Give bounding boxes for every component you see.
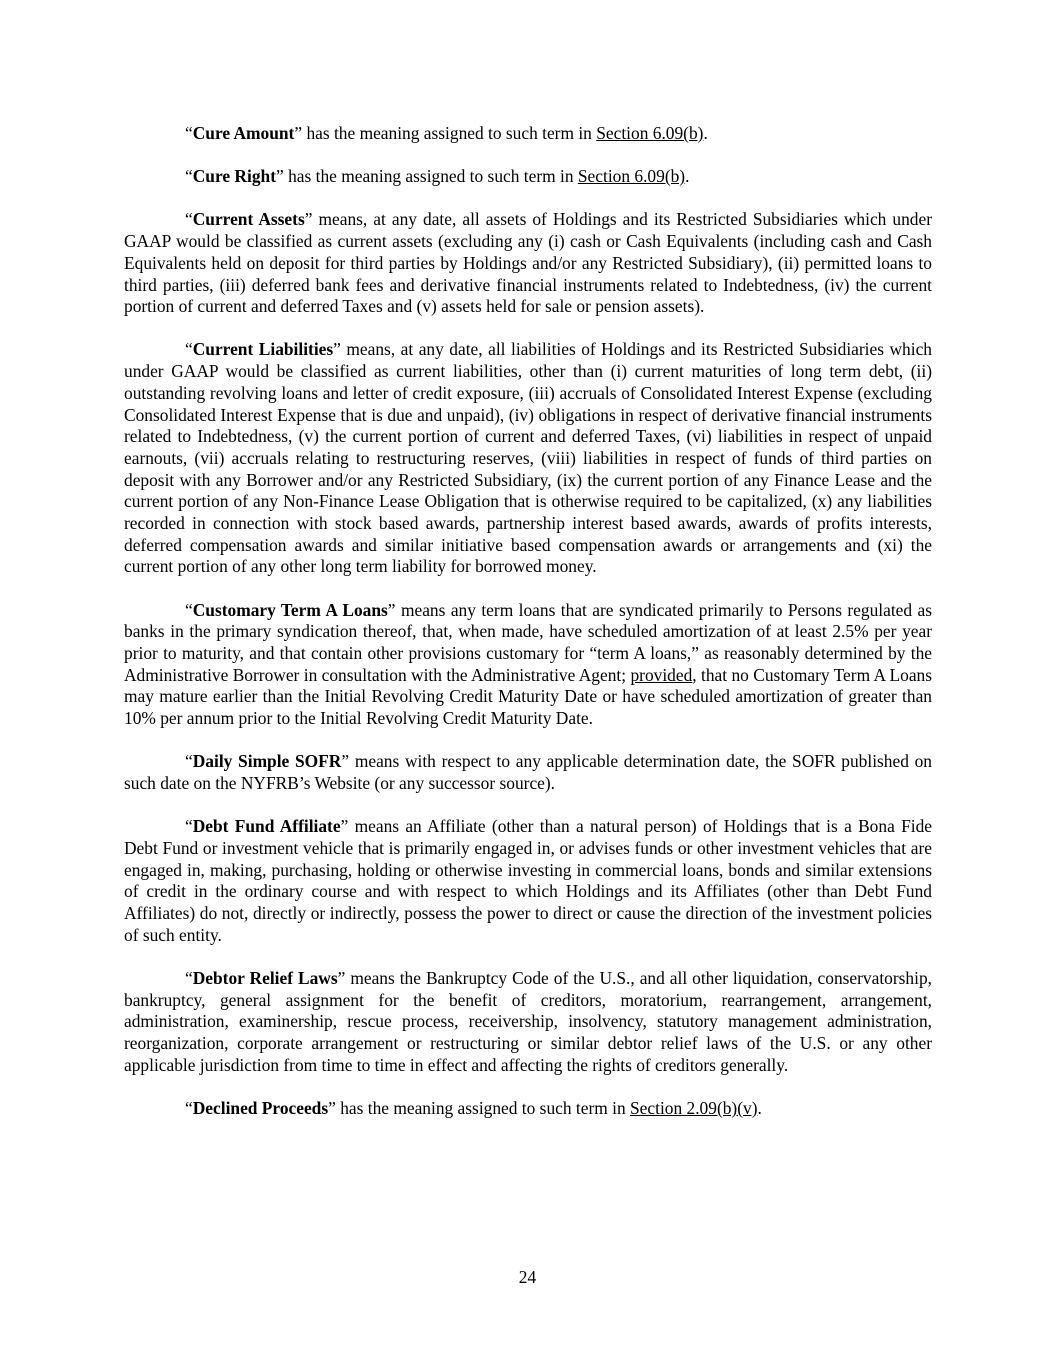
definition-cure-right: “Cure Right” has the meaning assigned to such term in Section 6.09(b). bbox=[185, 166, 690, 187]
defined-term: Cure Amount bbox=[192, 123, 295, 143]
definition-current-assets: “Current Assets” means, at any date, all assets of Holdings and its Restricted Subsidiaries which under GAAP would be classified as current assets (excluding any (i) cash or Cash Equivalents (including cash and Cash Equivalents held on deposit for third parties by Holdings and/or any Restricted Subsidiary), (ii) permitted loans to third parties, (iii) deferred bank fees and derivative financial instruments related to Indebtedness, (iv) the current portion of current and deferred Taxes and (v) assets held for sale or pension assets). bbox=[124, 209, 932, 317]
section-reference: Section 6.09(b) bbox=[596, 123, 704, 143]
defined-term: Customary Term A Loans bbox=[192, 599, 388, 620]
defined-term: Debt Fund Affiliate bbox=[192, 816, 341, 837]
section-reference: Section 2.09(b)(v) bbox=[630, 1098, 758, 1119]
definition-cure-amount: “Cure Amount” has the meaning assigned to such term in Section 6.09(b). bbox=[185, 123, 708, 143]
definition-current-liabilities: “Current Liabilities” means, at any date, all liabilities of Holdings and its Restricted Subsidiaries which under GAAP would be classified as current liabilities, other than (i) current maturities of long term debt, (ii) outstanding revolving loans and letter of credit exposure, (iii) accruals of Consolidated Interest Expense (excluding Consolidated Interest Expense that is due and unpaid), (iv) obligations in respect of derivative financial instruments related to Indebtedness, (v) the current portion of current and deferred Taxes, (vi) liabilities in respect of unpaid earnouts, (vii) accruals relating to restructuring reserves, (viii) liabilities in respect of funds of third parties on deposit with any Borrower and/or any Restricted Subsidiary, (ix) the current portion of any Finance Lease and the current portion of any Non-Finance Lease Obligation that is otherwise required to be capitalized, (x) any liabilities recorded in connection with stock based awards, partnership interest based awards, awards of profits interests, deferred compensation awards and similar initiative based compensation awards or arrangements and (xi) the current portion of any other long term liability for borrowed money. bbox=[124, 339, 932, 577]
definition-text: means the Bankruptcy Code of the U.S., and all other liquidation, conservatorship, bankruptcy, general assignment for the benefit of creditors, moratorium, rearrangement, arrangement, administration, examinership, rescue process, receivership, insolvency, statutory management administration, reorganization, corporate arrangement or restructuring or similar debtor relief laws of the U.S. or any other applicable jurisdiction from time to time in effect and affecting the rights of creditors generally. bbox=[124, 968, 932, 1075]
defined-term: Daily Simple SOFR bbox=[192, 751, 342, 772]
defined-term: Cure Right bbox=[192, 166, 276, 187]
definition-declined-proceeds: “Declined Proceeds” has the meaning assigned to such term in Section 2.09(b)(v). bbox=[185, 1098, 762, 1119]
defined-term: Current Assets bbox=[192, 209, 305, 230]
definition-text: means, at any date, all liabilities of Holdings and its Restricted Subsidiaries which under GAAP would be classified as current liabilities, other than (i) current maturities of long term debt, (ii) outstanding revolving loans and letter of credit exposure, (iii) accruals of Consolidated Interest Expense (excluding Consolidated Interest Expense that is due and unpaid), (iv) obligations in respect of derivative financial instruments related to Indebtedness, (v) the current portion of current and deferred Taxes, (vi) liabilities in respect of unpaid earnouts, (vii) accruals relating to restructuring reserves, (viii) liabilities in respect of funds of third parties on deposit with any Borrower and/or any Restricted Subsidiary, (ix) the current portion of any Finance Lease and the current portion of any Non-Finance Lease Obligation that is otherwise required to be capitalized, (x) any liabilities recorded in connection with stock based awards, partnership interest based awards, awards of profits interests, deferred compensation awards and similar initiative based compensation awards or arrangements and (xi) the current portion of any other long term liability for borrowed money. bbox=[124, 339, 932, 577]
definition-text: means with respect to any applicable determination date, the SOFR published on such date on the NYFRB’s Website (or any successor source). bbox=[124, 751, 933, 794]
definition-debtor-relief-laws: “Debtor Relief Laws” means the Bankruptcy Code of the U.S., and all other liquidation, conservatorship, bankruptcy, general assignment for the benefit of creditors, moratorium, rearrangement, arrangement, administration, examinership, rescue process, receivership, insolvency, statutory management administration, reorganization, corporate arrangement or restructuring or similar debtor relief laws of the U.S. or any other applicable jurisdiction from time to time in effect and affecting the rights of creditors generally. bbox=[124, 968, 932, 1075]
defined-term: Debtor Relief Laws bbox=[192, 968, 338, 988]
provided-emphasis: provided bbox=[630, 664, 693, 685]
definitions-section bbox=[124, 123, 932, 1141]
section-reference: Section 6.09(b) bbox=[577, 166, 686, 187]
definition-text: means an Affiliate (other than a natural person) of Holdings that is a Bona Fide Debt Fund or investment vehicle that is primarily engaged in, or advises funds or other investment vehicles that are engaged in, making, purchasing, holding or otherwise investing in commercial loans, bonds and similar extensions of credit in the ordinary course and with respect to which Holdings and its Affiliates (other than Debt Fund Affiliates) do not, directly or indirectly, possess the power to direct or cause the direction of the investment policies of such entity. bbox=[124, 816, 932, 945]
defined-term: Current Liabilities bbox=[192, 339, 334, 360]
definition-debt-fund-affiliate: “Debt Fund Affiliate” means an Affiliate (other than a natural person) of Holdings that is a Bona Fide Debt Fund or investment vehicle that is primarily engaged in, or advises funds or other investment vehicles that are engaged in, making, purchasing, holding or otherwise investing in commercial loans, bonds and similar extensions of credit in the ordinary course and with respect to which Holdings and its Affiliates (other than Debt Fund Affiliates) do not, directly or indirectly, possess the power to direct or cause the direction of the investment policies of such entity. bbox=[124, 816, 932, 945]
definition-daily-simple-sofr: “Daily Simple SOFR” means with respect to any applicable determination date, the SOFR published on such date on the NYFRB’s Website (or any successor source). bbox=[124, 751, 933, 794]
page-number: 24 bbox=[518, 1267, 537, 1287]
defined-term: Declined Proceeds bbox=[192, 1098, 329, 1119]
definition-text: means, at any date, all assets of Holdings and its Restricted Subsidiaries which under GAAP would be classified as current assets (excluding any (i) cash or Cash Equivalents (including cash and Cash Equivalents held on deposit for third parties by Holdings and/or any Restricted Subsidiary), (ii) permitted loans to third parties, (iii) deferred bank fees and derivative financial instruments related to Indebtedness, (iv) the current portion of current and deferred Taxes and (v) assets held for sale or pension assets). bbox=[124, 209, 932, 317]
definition-customary-term-a-loans: “Customary Term A Loans” means any term loans that are syndicated primarily to Persons regulated as banks in the primary syndication thereof, that, when made, have scheduled amortization of at least 2.5% per year prior to maturity, and that contain other provisions customary for “term A loans,” as reasonably determined by the Administrative Borrower in consultation with the Administrative Agent; provided, that no Customary Term A Loans may mature earlier than the Initial Revolving Credit Maturity Date or have scheduled amortization of greater than 10% per annum prior to the Initial Revolving Credit Maturity Date. bbox=[124, 599, 933, 729]
